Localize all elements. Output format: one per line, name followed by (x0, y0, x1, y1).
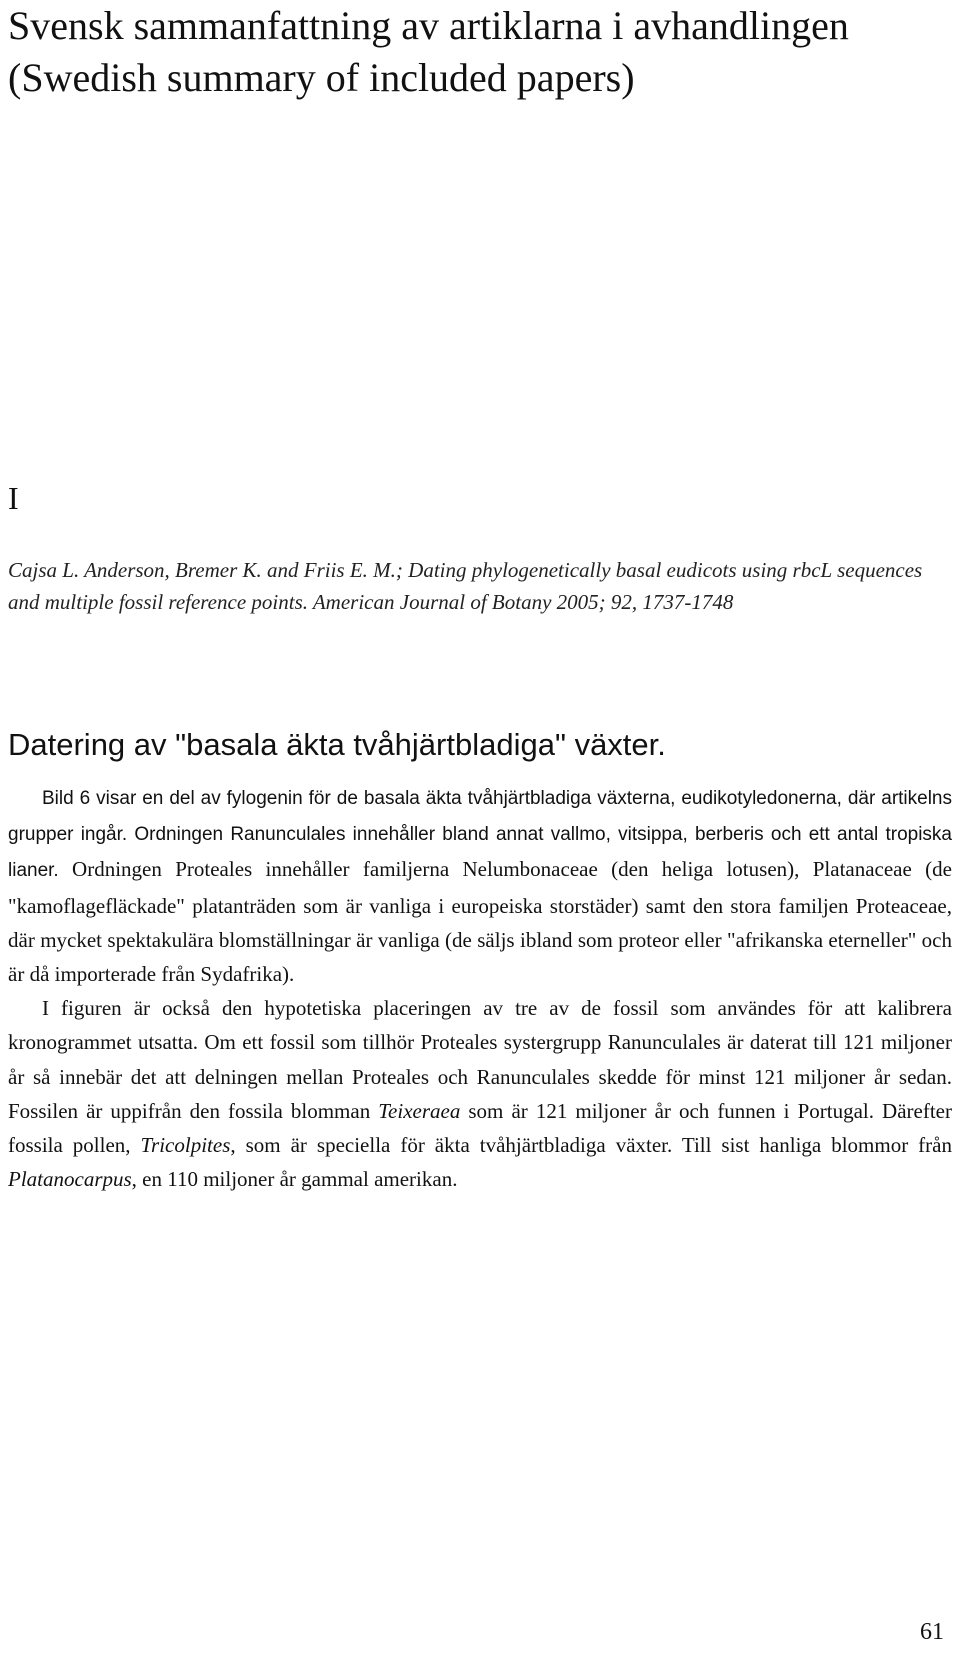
summary-heading: Datering av "basala äkta tvåhjärtbladiga" växter. (8, 727, 666, 762)
summary-paragraph-2 (8, 991, 952, 1196)
paragraph-2-text-1: I figuren är också den hypotetiska placeringen av tre av de fossil som användes för att kalibrera kronogrammet utsatta. Om ett fossil som tillhör Proteales systergrupp Ranunculales är daterat till 121 miljoner år så innebär det att delningen mellan Proteales och Ranunculales skedde för minst 121 miljoner år sedan. Fossilen är uppifrån den fossila blomman (8, 996, 952, 1123)
paper-citation: Cajsa L. Anderson, Bremer K. and Friis E. M.; Dating phylogenetically basal eudicots using rbcL sequences and multiple fossil reference points. American Journal of Botany 2005; 92, 1737-1748 (8, 558, 923, 614)
paragraph-1-sans-text: Bild 6 visar en del av fylogenin för de basala äkta tvåhjärtbladiga växterna, eudikotyledonerna, där artikelns grupper ingår. Ordningen Ranunculales innehåller bland annat vallmo, vitsippa, berberis och ett antal tropiska lianer. (8, 788, 952, 882)
paragraph-1-serif-text: Ordningen Proteales innehåller familjerna Nelumbonaceae (den heliga lotusen), Platanaceae (de "kamoflagefläckade" platanträden som är vanliga i europeiska storstäder) samt den stora familjen Proteaceae, där mycket spektakulära blomställningar är vanliga (de säljs ibland som proteor eller "afrikanska eterneller" och är då importerade från Sydafrika). (8, 857, 952, 987)
fossil-name-teixeraea: Teixeraea (378, 1098, 461, 1123)
paragraph-2-text-4: , en 110 miljoner år gammal amerikan. (131, 1167, 458, 1192)
paragraph-2-text-2: som är 121 miljoner år och funnen i Portugal. Därefter fossila pollen, (8, 1098, 952, 1158)
paper-number: I (8, 480, 19, 516)
summary-body (8, 780, 952, 1196)
paragraph-2-text-3: , som är speciella för äkta tvåhjärtbladiga växter. Till sist hanliga blommor från (230, 1133, 952, 1158)
fossil-name-tricolpites: Tricolpites (140, 1133, 231, 1158)
summary-paragraph-1 (8, 780, 952, 991)
page-number: 61 (920, 1619, 944, 1645)
chapter-title: Svensk sammanfattning av artiklarna i avhandlingen (Swedish summary of included papers) (8, 3, 849, 100)
fossil-name-platanocarpus: Platanocarpus (8, 1167, 132, 1192)
